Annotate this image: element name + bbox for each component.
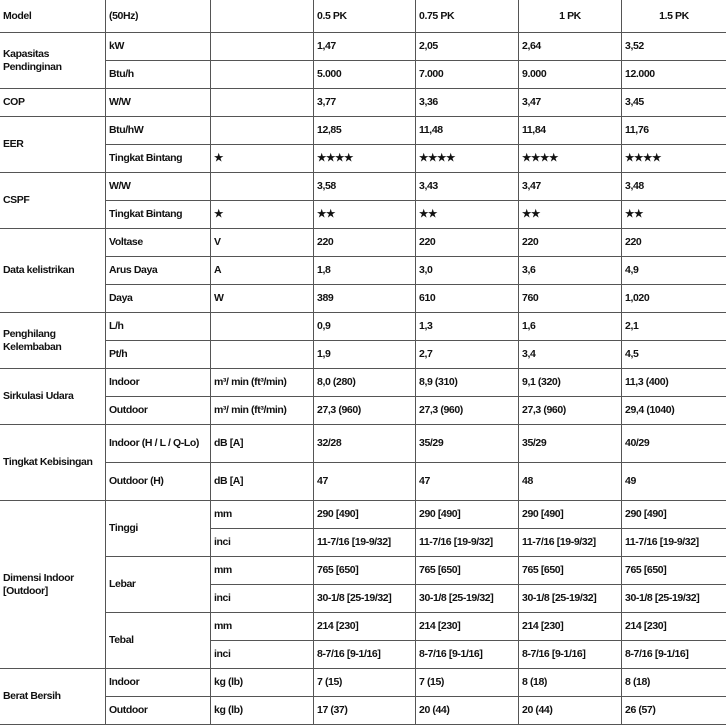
- parameter-cell: Btu/hW: [106, 117, 211, 145]
- unit-cell: [211, 61, 314, 89]
- value-cell: 610: [416, 285, 519, 313]
- parameter-cell: Voltase: [106, 229, 211, 257]
- parameter-cell: Daya: [106, 285, 211, 313]
- unit-cell: [211, 33, 314, 61]
- unit-cell: dB [A]: [211, 463, 314, 501]
- value-cell: 7.000: [416, 61, 519, 89]
- value-cell: 8,0 (280): [314, 369, 416, 397]
- table-row: [0, 613, 726, 641]
- value-cell: 2,64: [519, 33, 622, 61]
- value-cell: 20 (44): [519, 697, 622, 725]
- value-cell: 49: [622, 463, 726, 501]
- value-cell: 389: [314, 285, 416, 313]
- value-cell: 30-1/8 [25-19/32]: [519, 585, 622, 613]
- value-cell: 1,47: [314, 33, 416, 61]
- group-label: Data kelistrikan: [0, 229, 106, 313]
- value-cell: 9.000: [519, 61, 622, 89]
- model-1pk: 1 PK: [519, 0, 622, 33]
- value-cell: 11,76: [622, 117, 726, 145]
- parameter-cell: Indoor (H / L / Q-Lo): [106, 425, 211, 463]
- value-cell: 214 [230]: [622, 613, 726, 641]
- value-cell: 8-7/16 [9-1/16]: [314, 641, 416, 669]
- value-cell: 3,0: [416, 257, 519, 285]
- table-row: [0, 173, 726, 201]
- unit-cell: mm: [211, 613, 314, 641]
- parameter-cell: W/W: [106, 173, 211, 201]
- value-cell: 290 [490]: [622, 501, 726, 529]
- value-cell: 26 (57): [622, 697, 726, 725]
- value-cell: 3,6: [519, 257, 622, 285]
- value-cell: 8 (18): [622, 669, 726, 697]
- value-cell: 8-7/16 [9-1/16]: [519, 641, 622, 669]
- value-cell: 2,1: [622, 313, 726, 341]
- value-cell: 8-7/16 [9-1/16]: [622, 641, 726, 669]
- value-cell: 35/29: [416, 425, 519, 463]
- unit-cell: V: [211, 229, 314, 257]
- value-cell: 1,020: [622, 285, 726, 313]
- table-row: [0, 341, 726, 369]
- value-cell: 1,9: [314, 341, 416, 369]
- value-cell: ★★★★: [519, 145, 622, 173]
- value-cell: 290 [490]: [519, 501, 622, 529]
- value-cell: 8 (18): [519, 669, 622, 697]
- value-cell: 32/28: [314, 425, 416, 463]
- unit-cell: inci: [211, 641, 314, 669]
- value-cell: 220: [416, 229, 519, 257]
- group-label: Berat Bersih: [0, 669, 106, 725]
- value-cell: 3,45: [622, 89, 726, 117]
- value-cell: ★★: [416, 201, 519, 229]
- value-cell: 765 [650]: [519, 557, 622, 585]
- value-cell: 11,84: [519, 117, 622, 145]
- value-cell: 11,48: [416, 117, 519, 145]
- table-row: [0, 285, 726, 313]
- table-row: [0, 425, 726, 463]
- table-row: [0, 397, 726, 425]
- group-label: Dimensi Indoor [Outdoor]: [0, 501, 106, 669]
- value-cell: 40/29: [622, 425, 726, 463]
- value-cell: 11-7/16 [19-9/32]: [622, 529, 726, 557]
- value-cell: 3,47: [519, 173, 622, 201]
- table-row: [0, 117, 726, 145]
- unit-cell: W: [211, 285, 314, 313]
- table-row: [0, 669, 726, 697]
- value-cell: 27,3 (960): [416, 397, 519, 425]
- value-cell: 214 [230]: [416, 613, 519, 641]
- value-cell: 47: [314, 463, 416, 501]
- parameter-cell: Indoor: [106, 369, 211, 397]
- value-cell: 48: [519, 463, 622, 501]
- model-label: Model: [0, 0, 106, 33]
- value-cell: ★★★★: [314, 145, 416, 173]
- value-cell: 4,9: [622, 257, 726, 285]
- value-cell: 214 [230]: [519, 613, 622, 641]
- parameter-cell: Outdoor (H): [106, 463, 211, 501]
- parameter-cell: Pt/h: [106, 341, 211, 369]
- subgroup-label: Tinggi: [106, 501, 211, 557]
- value-cell: 765 [650]: [416, 557, 519, 585]
- unit-cell: A: [211, 257, 314, 285]
- subgroup-label: Tebal: [106, 613, 211, 669]
- table-row: [0, 313, 726, 341]
- unit-cell: m³/ min (ft³/min): [211, 369, 314, 397]
- value-cell: ★★: [622, 201, 726, 229]
- group-label: CSPF: [0, 173, 106, 229]
- header-row: [0, 0, 726, 33]
- model-0-75pk: 0.75 PK: [416, 0, 519, 33]
- parameter-cell: L/h: [106, 313, 211, 341]
- model-1-5pk: 1.5 PK: [622, 0, 726, 33]
- unit-cell: [211, 89, 314, 117]
- value-cell: 8-7/16 [9-1/16]: [416, 641, 519, 669]
- model-0-5pk: 0.5 PK: [314, 0, 416, 33]
- value-cell: 12.000: [622, 61, 726, 89]
- value-cell: 29,4 (1040): [622, 397, 726, 425]
- value-cell: 765 [650]: [314, 557, 416, 585]
- blank-header: [211, 0, 314, 33]
- parameter-cell: Arus Daya: [106, 257, 211, 285]
- unit-cell: ★: [211, 145, 314, 173]
- table-row: [0, 697, 726, 725]
- value-cell: ★★: [314, 201, 416, 229]
- value-cell: 30-1/8 [25-19/32]: [416, 585, 519, 613]
- value-cell: 11-7/16 [19-9/32]: [416, 529, 519, 557]
- table-row: [0, 557, 726, 585]
- parameter-cell: Outdoor: [106, 697, 211, 725]
- value-cell: 3,48: [622, 173, 726, 201]
- value-cell: 214 [230]: [314, 613, 416, 641]
- value-cell: ★★★★: [622, 145, 726, 173]
- table-row: [0, 463, 726, 501]
- parameter-cell: Outdoor: [106, 397, 211, 425]
- value-cell: 11-7/16 [19-9/32]: [314, 529, 416, 557]
- unit-cell: kg (lb): [211, 697, 314, 725]
- unit-cell: mm: [211, 557, 314, 585]
- value-cell: 11-7/16 [19-9/32]: [519, 529, 622, 557]
- value-cell: 47: [416, 463, 519, 501]
- value-cell: 2,05: [416, 33, 519, 61]
- value-cell: 3,52: [622, 33, 726, 61]
- value-cell: 7 (15): [314, 669, 416, 697]
- value-cell: 8,9 (310): [416, 369, 519, 397]
- table-row: [0, 201, 726, 229]
- value-cell: 3,4: [519, 341, 622, 369]
- parameter-cell: kW: [106, 33, 211, 61]
- value-cell: 3,58: [314, 173, 416, 201]
- value-cell: 35/29: [519, 425, 622, 463]
- value-cell: 27,3 (960): [519, 397, 622, 425]
- value-cell: 27,3 (960): [314, 397, 416, 425]
- value-cell: 220: [314, 229, 416, 257]
- value-cell: 9,1 (320): [519, 369, 622, 397]
- table-row: [0, 89, 726, 117]
- value-cell: 3,77: [314, 89, 416, 117]
- unit-cell: ★: [211, 201, 314, 229]
- parameter-cell: W/W: [106, 89, 211, 117]
- value-cell: 3,43: [416, 173, 519, 201]
- unit-cell: dB [A]: [211, 425, 314, 463]
- value-cell: 1,8: [314, 257, 416, 285]
- value-cell: 765 [650]: [622, 557, 726, 585]
- unit-cell: inci: [211, 585, 314, 613]
- group-label: COP: [0, 89, 106, 117]
- frequency-label: (50Hz): [106, 0, 211, 33]
- unit-cell: [211, 173, 314, 201]
- value-cell: 30-1/8 [25-19/32]: [622, 585, 726, 613]
- table-row: [0, 369, 726, 397]
- unit-cell: [211, 313, 314, 341]
- value-cell: 220: [519, 229, 622, 257]
- value-cell: 20 (44): [416, 697, 519, 725]
- value-cell: 290 [490]: [314, 501, 416, 529]
- group-label: EER: [0, 117, 106, 173]
- value-cell: ★★★★: [416, 145, 519, 173]
- parameter-cell: Indoor: [106, 669, 211, 697]
- value-cell: 12,85: [314, 117, 416, 145]
- value-cell: 30-1/8 [25-19/32]: [314, 585, 416, 613]
- value-cell: 290 [490]: [416, 501, 519, 529]
- value-cell: 3,47: [519, 89, 622, 117]
- value-cell: 11,3 (400): [622, 369, 726, 397]
- parameter-cell: Btu/h: [106, 61, 211, 89]
- parameter-cell: Tingkat Bintang: [106, 145, 211, 173]
- value-cell: 5.000: [314, 61, 416, 89]
- table-row: [0, 33, 726, 61]
- subgroup-label: Lebar: [106, 557, 211, 613]
- unit-cell: inci: [211, 529, 314, 557]
- table-row: [0, 145, 726, 173]
- unit-cell: [211, 341, 314, 369]
- value-cell: 1,3: [416, 313, 519, 341]
- unit-cell: [211, 117, 314, 145]
- value-cell: 7 (15): [416, 669, 519, 697]
- unit-cell: kg (lb): [211, 669, 314, 697]
- group-label: Kapasitas Pendinginan: [0, 33, 106, 89]
- table-row: [0, 501, 726, 529]
- value-cell: 220: [622, 229, 726, 257]
- value-cell: 0,9: [314, 313, 416, 341]
- value-cell: ★★: [519, 201, 622, 229]
- value-cell: 2,7: [416, 341, 519, 369]
- value-cell: 17 (37): [314, 697, 416, 725]
- group-label: Penghilang Kelembaban: [0, 313, 106, 369]
- group-label: Sirkulasi Udara: [0, 369, 106, 425]
- unit-cell: mm: [211, 501, 314, 529]
- group-label: Tingkat Kebisingan: [0, 425, 106, 501]
- value-cell: 4,5: [622, 341, 726, 369]
- table-row: [0, 61, 726, 89]
- table-row: [0, 257, 726, 285]
- value-cell: 1,6: [519, 313, 622, 341]
- value-cell: 3,36: [416, 89, 519, 117]
- parameter-cell: Tingkat Bintang: [106, 201, 211, 229]
- unit-cell: m³/ min (ft³/min): [211, 397, 314, 425]
- value-cell: 760: [519, 285, 622, 313]
- table-row: [0, 229, 726, 257]
